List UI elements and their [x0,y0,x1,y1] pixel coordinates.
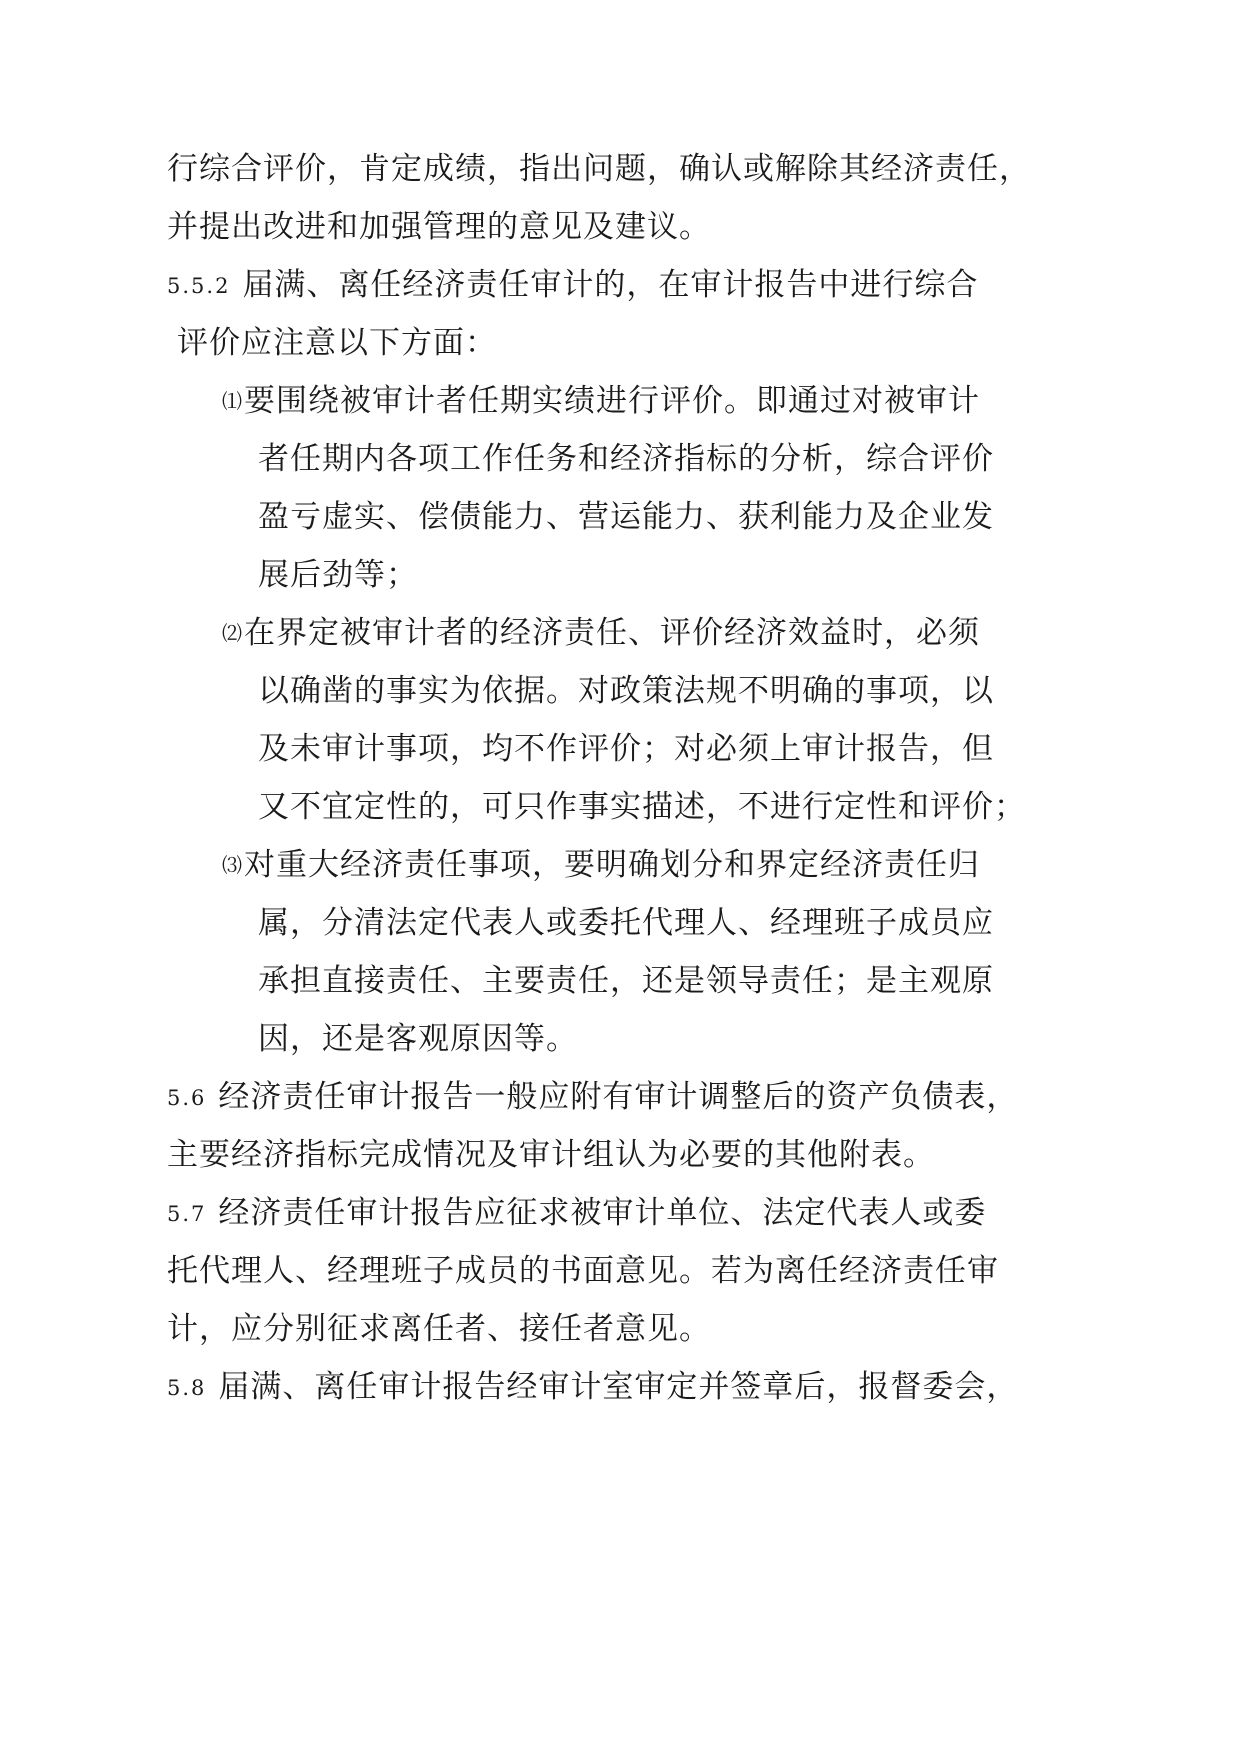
text-line: 在界定被审计者的经济责任、评价经济效益时，必须 [244,615,980,651]
text-line: 届满、离任经济责任审计的，在审计报告中进行综合 [242,267,979,303]
text-line: 托代理人、经理班子成员的书面意见。若为离任经济责任审 [167,1253,999,1289]
text-line: 要围绕被审计者任期实绩进行评价。即通过对被审计 [244,383,980,419]
text-line: 及未审计事项，均不作评价；对必须上审计报告，但 [258,731,994,767]
text-line: 主要经济指标完成情况及审计组认为必要的其他附表。 [167,1137,935,1173]
text-line: 并提出改进和加强管理的意见及建议。 [167,209,711,245]
list-item-line [222,613,980,656]
section-line [167,1077,1018,1120]
text-line: 行综合评价，肯定成绩，指出问题，确认或解除其经济责任， [167,151,1031,187]
text-line: 者任期内各项工作任务和经济指标的分析，综合评价 [258,441,994,477]
text-line: 以确凿的事实为依据。对政策法规不明确的事项，以 [258,673,994,709]
text-line: 承担直接责任、主要责任，还是领导责任；是主观原 [258,963,994,999]
text-line: 对重大经济责任事项，要明确划分和界定经济责任归 [244,847,980,883]
text-line: 属，分清法定代表人或委托代理人、经理班子成员应 [258,905,994,941]
list-item-line [222,381,980,424]
text-line: 计，应分别征求离任者、接任者意见。 [167,1311,711,1347]
text-line: 展后劲等； [258,557,418,593]
list-item-line [222,845,980,888]
text-line: 评价应注意以下方面： [177,325,497,361]
section-number: 5.5.2 [167,274,231,298]
list-item-number: ⑴ [222,389,242,413]
list-item-number: ⑶ [222,853,242,877]
list-item-number: ⑵ [222,621,242,645]
text-line: 届满、离任审计报告经审计室审定并签章后，报督委会， [218,1369,1019,1405]
section-number: 5.8 [167,1376,207,1400]
section-number: 5.7 [167,1202,207,1226]
section-number: 5.6 [167,1086,207,1110]
text-line: 又不宜定性的，可只作事实描述，不进行定性和评价； [258,789,1026,825]
section-line [167,265,978,308]
section-line [167,1367,1018,1410]
text-line: 盈亏虚实、偿债能力、营运能力、获利能力及企业发 [258,499,994,535]
section-line [167,1193,986,1236]
text-line: 经济责任审计报告应征求被审计单位、法定代表人或委 [218,1195,987,1231]
text-line: 经济责任审计报告一般应附有审计调整后的资产负债表， [218,1079,1019,1115]
text-line: 因，还是客观原因等。 [258,1021,578,1057]
